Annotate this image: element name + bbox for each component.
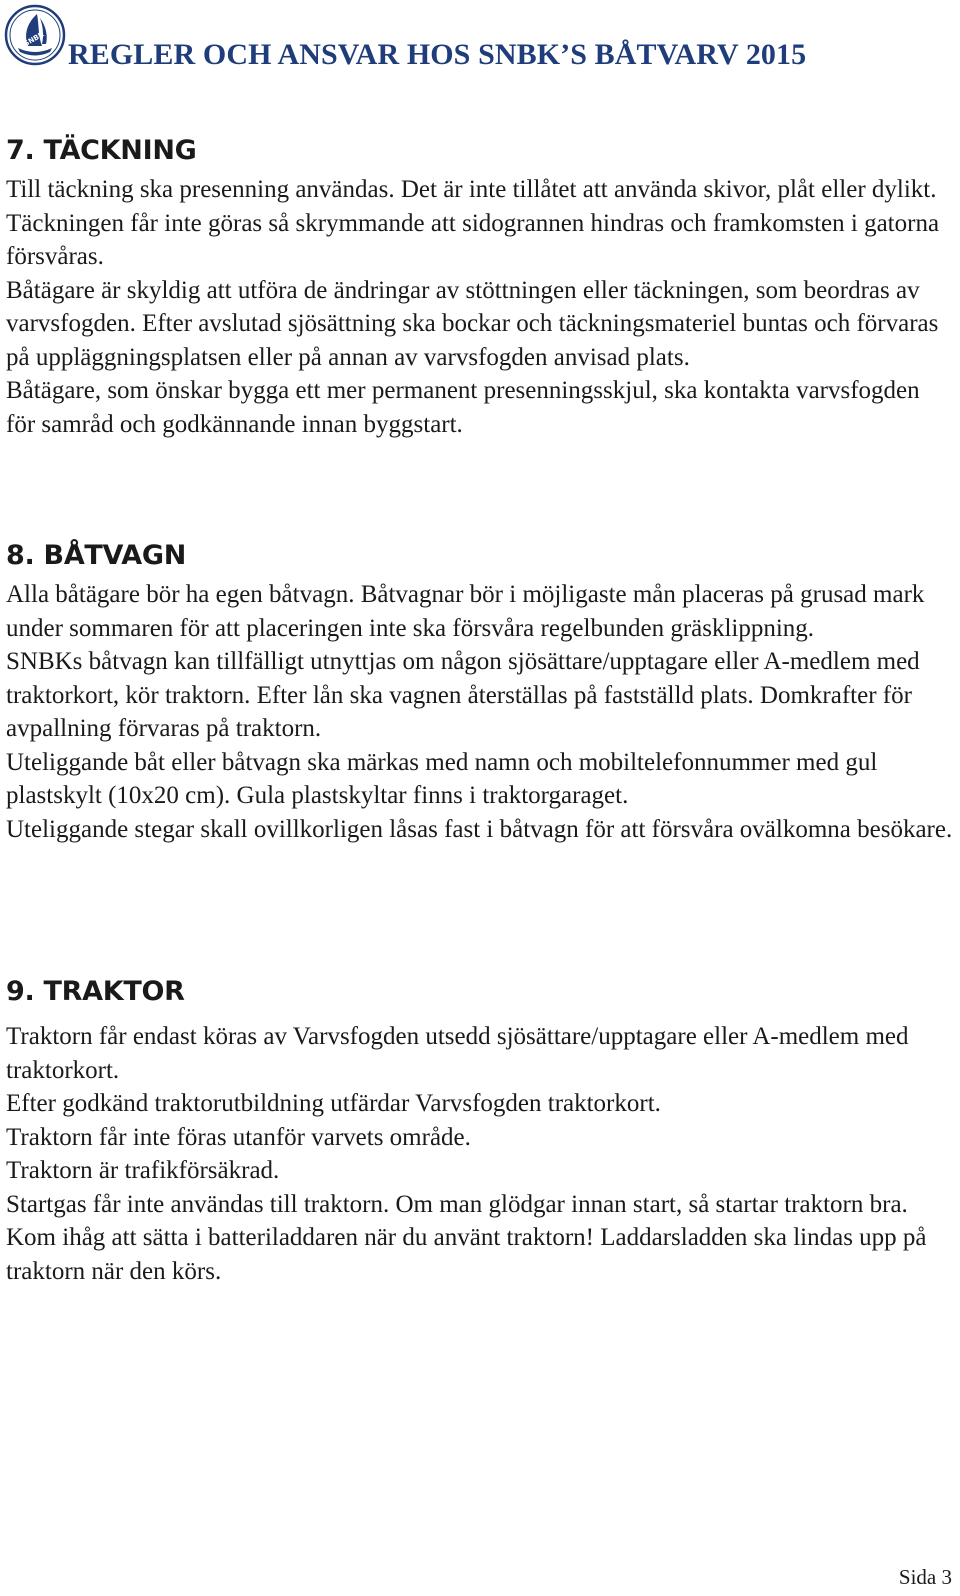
paragraph: Båtägare, som önskar bygga ett mer permanent presenningsskjul, ska kontakta varvsfogden för samråd och godkännande innan byggstart.	[6, 377, 920, 438]
paragraph: Båtägare är skyldig att utföra de ändringar av stöttningen eller täckningen, som beordras av varvsfogden. Efter avslutad sjösättning ska bockar och täckningsmateriel buntas och förvaras på uppläggningsplatsen eller på annan av varvsfogden anvisad plats.	[6, 276, 939, 371]
section-heading: 9. TRAKTOR	[6, 976, 185, 1007]
paragraph: Traktorn får endast köras av Varvsfogden utsedd sjösättare/upptagare eller A-medlem med traktorkort.	[6, 1023, 909, 1084]
paragraph: Startgas får inte användas till traktorn. Om man glödgar innan start, så startar traktorn bra.	[6, 1190, 908, 1218]
section-traktor	[6, 974, 954, 1288]
section-heading: 8. BÅTVAGN	[6, 540, 187, 571]
paragraph: Uteliggande stegar skall ovillkorligen låsas fast i båtvagn för att försvåra ovälkomna besökare.	[6, 815, 953, 843]
section-heading: 7. TÄCKNING	[6, 135, 197, 166]
section-batvagn	[6, 538, 954, 846]
paragraph: SNBKs båtvagn kan tillfälligt utnyttjas om någon sjösättare/upptagare eller A-medlem med traktorkort, kör traktorn. Efter lån ska vagnen återställas på fastställd plats. Domkrafter för avpallning förvaras på traktorn.	[6, 648, 920, 742]
paragraph: Kom ihåg att sätta i batteriladdaren när du använt traktorn! Laddarsladden ska lindas upp på traktorn när den körs.	[6, 1224, 927, 1285]
page-number: Sida 3	[898, 1565, 952, 1589]
snbk-logo-icon	[4, 4, 66, 66]
paragraph: Efter godkänd traktorutbildning utfärdar Varvsfogden traktorkort.	[6, 1090, 661, 1117]
svg-text:SNBK: SNBK	[22, 30, 46, 49]
paragraph: Alla båtägare bör ha egen båtvagn. Båtvagnar bör i möjligaste mån placeras på grusad mark under sommaren för att placeringen inte ska försvåra regelbunden gräsklippning.	[6, 581, 925, 642]
document-title: REGLER OCH ANSVAR HOS SNBK’S BÅTVARV 2015	[68, 38, 807, 71]
paragraph: Traktorn är trafikförsäkrad.	[6, 1157, 280, 1184]
paragraph: Uteliggande båt eller båtvagn ska märkas med namn och mobiltelefonnummer med gul plastskylt (10x20 cm). Gula plastskyltar finns i traktorgaraget.	[6, 748, 878, 809]
paragraph: Traktorn får inte föras utanför varvets område.	[6, 1123, 471, 1151]
section-tackning	[6, 133, 954, 441]
paragraph: Till täckning ska presenning användas. Det är inte tillåtet att använda skivor, plåt eller dylikt. Täckningen får inte göras så skrymmande att sidogrannen hindras och framkomsten i gatorna försvåras.	[6, 176, 940, 270]
